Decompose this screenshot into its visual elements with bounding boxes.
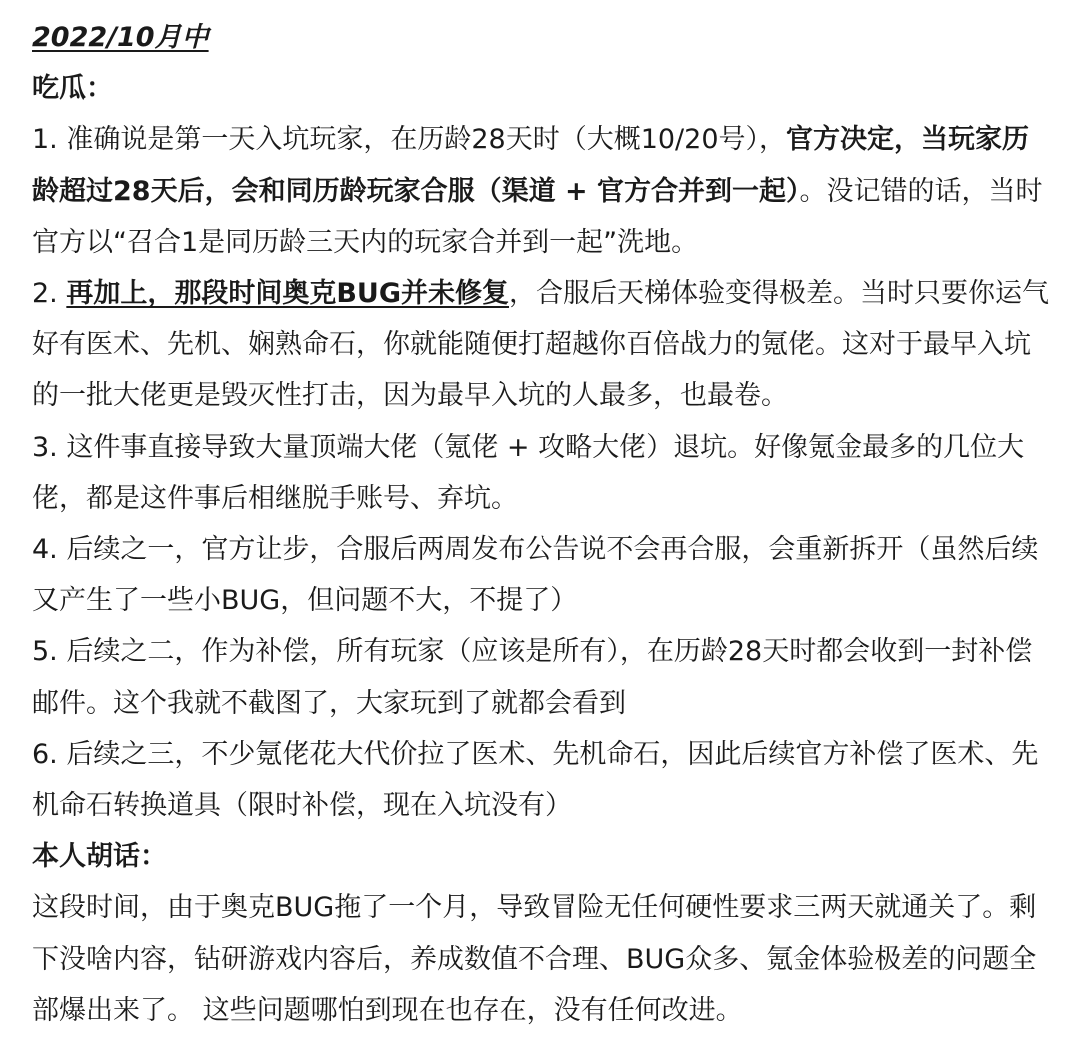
list-item-2-prefix: 2. [32, 278, 67, 310]
section-title-opinion: 本人胡话： [32, 841, 167, 873]
opinion-paragraph: 这段时间，由于奥克BUG拖了一个月，导致冒险无任何硬性要求三两天就通关了。剩下没啥内容，钻研游戏内容后，养成数值不合理、BUG众多、氪金体验极差的问题全部爆出来了。 这些问题哪怕到现在也存在，没有任何改进。 [32, 892, 1037, 1026]
list-item-4: 4. 后续之一，官方让步，合服后两周发布公告说不会再合服，会重新拆开（虽然后续又产生了一些小BUG，但问题不大，不提了） [32, 534, 1039, 617]
list-item-1-prefix: 1. 准确说是第一天入坑玩家，在历龄28天时（大概10/20号）， [32, 124, 787, 156]
list-item-2-emphasis: 再加上，那段时间奥克BUG并未修复 [66, 278, 510, 310]
section-title-gossip: 吃瓜： [32, 73, 113, 105]
date-heading: 2022/10月中 [32, 22, 209, 53]
list-item-6: 6. 后续之三，不少氪佬花大代价拉了医术、先机命石，因此后续官方补偿了医术、先机命石转换道具（限时补偿，现在入坑没有） [32, 738, 1039, 822]
list-item-1-suffix: 。没记错的话，当时官方以“召合1是同历龄三天内的玩家合并到一起”洗地。 [32, 175, 1043, 258]
list-item-5: 5. 后续之二，作为补偿，所有玩家（应该是所有），在历龄28天时都会收到一封补偿邮件。这个我就不截图了，大家玩到了就都会看到 [32, 636, 1033, 719]
list-item-1-bold: 官方决定，当玩家历龄超过28天后，会和同历龄玩家合服（渠道 + 官方合并到一起） [32, 124, 1030, 207]
list-item-2-suffix: ，合服后天梯体验变得极差。当时只要你运气好有医术、先机、娴熟命石，你就能随便打超越你百倍战力的氪佬。这对于最早入坑的一批大佬更是毁灭性打击，因为最早入坑的人最多，也最卷。 [32, 278, 1050, 412]
list-item-3: 3. 这件事直接导致大量顶端大佬（氪佬 + 攻略大佬）退坑。好像氪金最多的几位大佬，都是这件事后相继脱手账号、弃坑。 [32, 431, 1025, 514]
list-item-1 [32, 114, 1054, 268]
list-item-2 [32, 268, 1054, 422]
